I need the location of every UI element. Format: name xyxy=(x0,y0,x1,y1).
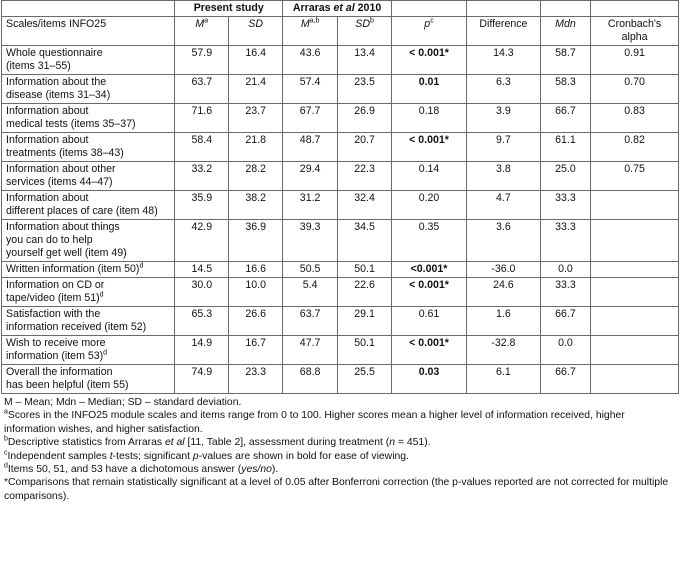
cell-p: 0.03 xyxy=(392,365,467,394)
arraras-etal: et al xyxy=(333,2,355,14)
note-c-end: -values are shown in bold for ease of viewing. xyxy=(198,450,409,462)
row-label-text: has been helpful (item 55) xyxy=(6,379,129,391)
col-p-text: p xyxy=(424,18,431,30)
row-label-line xyxy=(6,176,170,189)
row-label-text: information (item 53) xyxy=(6,350,104,362)
table-row xyxy=(2,336,679,365)
row-label-line xyxy=(6,89,170,102)
row-label-sup: d xyxy=(103,349,108,357)
cell-diff: 3.9 xyxy=(466,104,540,133)
table-row xyxy=(2,278,679,307)
header-group-row xyxy=(2,1,679,17)
cell-alpha xyxy=(591,307,679,336)
header-column-row xyxy=(2,17,679,46)
note-star: *Comparisons that remain statistically significant at a level of 0.05 after Bonferroni correction (the p-values reported are not corrected for multiple comparisons). xyxy=(4,477,669,502)
col-sd-header: SD xyxy=(229,17,283,46)
row-label-line xyxy=(6,205,170,218)
cell-m2: 43.6 xyxy=(283,46,338,75)
row-label xyxy=(2,307,175,336)
table-row xyxy=(2,75,679,104)
cell-mdn: 61.1 xyxy=(540,133,590,162)
row-label-text: you can do to help xyxy=(6,234,93,246)
cell-m2: 47.7 xyxy=(283,336,338,365)
note-c-p: p xyxy=(192,450,199,462)
cell-m: 30.0 xyxy=(175,278,229,307)
note-d-end: ). xyxy=(271,464,279,476)
cell-p: <0.001* xyxy=(392,262,467,278)
row-label-line xyxy=(6,134,170,147)
note-b-post: [11, Table 2], assessment during treatment ( xyxy=(184,437,390,449)
note-c-pre: Independent samples xyxy=(7,450,110,462)
cell-sd: 36.9 xyxy=(229,220,283,262)
row-label-line xyxy=(6,47,170,60)
table-notes xyxy=(0,394,680,503)
note-c-mid: -tests; significant xyxy=(112,450,193,462)
cell-sd2: 50.1 xyxy=(338,336,392,365)
cell-m: 63.7 xyxy=(175,75,229,104)
cell-mdn: 66.7 xyxy=(540,104,590,133)
row-label-line xyxy=(6,308,170,321)
cell-p: < 0.001* xyxy=(392,336,467,365)
col-sd2-sup: b xyxy=(369,17,374,25)
cell-sd2: 34.5 xyxy=(338,220,392,262)
row-label xyxy=(2,262,175,278)
cell-m2: 68.8 xyxy=(283,365,338,394)
row-label-text: Overall the information xyxy=(6,366,113,378)
arraras-text: Arraras xyxy=(292,2,334,14)
table-row xyxy=(2,307,679,336)
table-row xyxy=(2,365,679,394)
row-label-line xyxy=(6,192,170,205)
cell-sd2: 32.4 xyxy=(338,191,392,220)
col-diff-header: Difference xyxy=(466,17,540,46)
col-alpha-header: Cronbach's alpha xyxy=(591,17,679,46)
col-m2-text: M xyxy=(300,18,310,30)
row-label xyxy=(2,133,175,162)
note-d-yesno: yes/no xyxy=(241,464,272,476)
row-label-text: Information about things xyxy=(6,221,120,233)
cell-p: 0.61 xyxy=(392,307,467,336)
note-d-pre: Items 50, 51, and 53 have a dichotomous answer ( xyxy=(7,464,242,476)
row-label-text: yourself get well (item 49) xyxy=(6,247,127,259)
cell-sd2: 50.1 xyxy=(338,262,392,278)
row-label-sup: d xyxy=(139,262,144,270)
row-label-text: disease (items 31–34) xyxy=(6,89,111,101)
note-c-t: t xyxy=(109,450,113,462)
row-label-line xyxy=(6,366,170,379)
table-row xyxy=(2,133,679,162)
row-label-line xyxy=(6,105,170,118)
cell-alpha: 0.75 xyxy=(591,162,679,191)
cell-p: < 0.001* xyxy=(392,46,467,75)
row-label-text: Information about the xyxy=(6,76,107,88)
cell-alpha xyxy=(591,278,679,307)
cell-sd2: 22.3 xyxy=(338,162,392,191)
row-label-line xyxy=(6,118,170,131)
cell-mdn: 0.0 xyxy=(540,336,590,365)
header-present-study: Present study xyxy=(175,1,283,17)
header-arraras xyxy=(283,1,392,17)
arraras-year: 2010 xyxy=(354,2,382,14)
row-label xyxy=(2,191,175,220)
cell-m: 14.9 xyxy=(175,336,229,365)
row-label xyxy=(2,104,175,133)
cell-sd: 23.3 xyxy=(229,365,283,394)
cell-sd2: 26.9 xyxy=(338,104,392,133)
header-blank xyxy=(2,1,175,17)
cell-diff: 3.6 xyxy=(466,220,540,262)
cell-diff: -32.8 xyxy=(466,336,540,365)
cell-p: < 0.001* xyxy=(392,278,467,307)
cell-p: 0.01 xyxy=(392,75,467,104)
cell-mdn: 58.3 xyxy=(540,75,590,104)
cell-sd2: 22.6 xyxy=(338,278,392,307)
row-label-line xyxy=(6,147,170,160)
cell-diff: 1.6 xyxy=(466,307,540,336)
row-label-line xyxy=(6,234,170,247)
table-row xyxy=(2,262,679,278)
header-blank xyxy=(466,1,540,17)
note-b: $^b$Descriptive statistics from Arraras et al [11, Table 2], assessment during treatment (n = 451). xyxy=(4,435,431,449)
row-label-line xyxy=(6,279,170,292)
cell-p: 0.18 xyxy=(392,104,467,133)
row-label xyxy=(2,278,175,307)
row-label-line xyxy=(6,263,170,276)
row-label-sup: d xyxy=(99,291,104,299)
cell-mdn: 66.7 xyxy=(540,365,590,394)
row-label-line xyxy=(6,292,170,305)
col-p-header xyxy=(392,17,467,46)
cell-diff: 14.3 xyxy=(466,46,540,75)
note-d: $^d$Items 50, 51, and 53 have a dichotomous answer (yes/no). xyxy=(4,462,279,476)
col-m-header xyxy=(175,17,229,46)
row-label-text: medical tests (items 35–37) xyxy=(6,118,136,130)
cell-diff: 6.1 xyxy=(466,365,540,394)
cell-p: 0.14 xyxy=(392,162,467,191)
row-label-line xyxy=(6,163,170,176)
cell-sd: 10.0 xyxy=(229,278,283,307)
row-label-line xyxy=(6,379,170,392)
cell-sd2: 20.7 xyxy=(338,133,392,162)
col-sd2-text: SD xyxy=(355,18,370,30)
cell-mdn: 0.0 xyxy=(540,262,590,278)
cell-diff: 3.8 xyxy=(466,162,540,191)
cell-sd2: 29.1 xyxy=(338,307,392,336)
cell-sd2: 13.4 xyxy=(338,46,392,75)
cell-diff: -36.0 xyxy=(466,262,540,278)
cell-m: 65.3 xyxy=(175,307,229,336)
row-label-line xyxy=(6,337,170,350)
cell-alpha xyxy=(591,336,679,365)
table-row xyxy=(2,162,679,191)
cell-m2: 5.4 xyxy=(283,278,338,307)
cell-m: 58.4 xyxy=(175,133,229,162)
cell-alpha: 0.82 xyxy=(591,133,679,162)
note-abbrev: M – Mean; Mdn – Median; SD – standard deviation. xyxy=(4,397,242,408)
row-label-text: (items 31–55) xyxy=(6,60,71,72)
row-label xyxy=(2,336,175,365)
cell-m2: 57.4 xyxy=(283,75,338,104)
info25-table xyxy=(1,0,679,394)
header-blank xyxy=(392,1,467,17)
cell-alpha: 0.91 xyxy=(591,46,679,75)
col-label-header: Scales/items INFO25 xyxy=(2,17,175,46)
cell-diff: 9.7 xyxy=(466,133,540,162)
cell-m: 74.9 xyxy=(175,365,229,394)
row-label-line xyxy=(6,221,170,234)
table-row xyxy=(2,104,679,133)
note-c: $^c$Independent samples t-tests; significant p-values are shown in bold for ease of viewing. xyxy=(4,449,409,462)
cell-sd: 21.8 xyxy=(229,133,283,162)
cell-m: 57.9 xyxy=(175,46,229,75)
row-label-text: Information on CD or xyxy=(6,279,105,291)
row-label xyxy=(2,46,175,75)
row-label-text: information received (item 52) xyxy=(6,321,147,333)
row-label-text: tape/video (item 51) xyxy=(6,292,100,304)
row-label-line xyxy=(6,350,170,363)
row-label-text: treatments (items 38–43) xyxy=(6,147,124,159)
cell-p: 0.35 xyxy=(392,220,467,262)
cell-mdn: 66.7 xyxy=(540,307,590,336)
row-label-text: Satisfaction with the xyxy=(6,308,101,320)
cell-m2: 50.5 xyxy=(283,262,338,278)
cell-sd: 16.4 xyxy=(229,46,283,75)
cell-alpha: 0.70 xyxy=(591,75,679,104)
col-p-sup: c xyxy=(430,17,434,25)
note-b-pre: Descriptive statistics from Arraras xyxy=(7,437,165,449)
cell-mdn: 33.3 xyxy=(540,191,590,220)
cell-diff: 4.7 xyxy=(466,191,540,220)
row-label xyxy=(2,220,175,262)
cell-sd2: 23.5 xyxy=(338,75,392,104)
cell-sd2: 25.5 xyxy=(338,365,392,394)
cell-alpha xyxy=(591,191,679,220)
cell-sd: 16.6 xyxy=(229,262,283,278)
col-mdn-header: Mdn xyxy=(540,17,590,46)
row-label-text: Information about xyxy=(6,192,89,204)
cell-m2: 39.3 xyxy=(283,220,338,262)
cell-alpha xyxy=(591,365,679,394)
cell-m2: 48.7 xyxy=(283,133,338,162)
cell-alpha xyxy=(591,262,679,278)
cell-mdn: 58.7 xyxy=(540,46,590,75)
cell-sd: 16.7 xyxy=(229,336,283,365)
row-label xyxy=(2,162,175,191)
row-label-text: Information about xyxy=(6,105,89,117)
cell-diff: 6.3 xyxy=(466,75,540,104)
row-label-text: Information about xyxy=(6,134,89,146)
table-row xyxy=(2,191,679,220)
col-m-text: M xyxy=(195,18,205,30)
note-b-etal: et al xyxy=(164,437,185,449)
table-body xyxy=(2,46,679,394)
row-label-text: Whole questionnaire xyxy=(6,47,103,59)
row-label xyxy=(2,75,175,104)
cell-mdn: 33.3 xyxy=(540,278,590,307)
row-label-line xyxy=(6,60,170,73)
row-label-line xyxy=(6,247,170,260)
row-label-text: services (items 44–47) xyxy=(6,176,113,188)
note-b-n: n xyxy=(389,437,396,449)
cell-m: 14.5 xyxy=(175,262,229,278)
table-row xyxy=(2,46,679,75)
row-label-text: Information about other xyxy=(6,163,116,175)
note-b-end: = 451). xyxy=(395,437,431,449)
cell-m: 42.9 xyxy=(175,220,229,262)
row-label xyxy=(2,365,175,394)
header-blank xyxy=(591,1,679,17)
cell-sd: 28.2 xyxy=(229,162,283,191)
col-m-sup: a xyxy=(204,17,209,25)
row-label-line xyxy=(6,321,170,334)
cell-p: 0.20 xyxy=(392,191,467,220)
cell-mdn: 25.0 xyxy=(540,162,590,191)
cell-sd: 38.2 xyxy=(229,191,283,220)
cell-m: 35.9 xyxy=(175,191,229,220)
col-m2-header xyxy=(283,17,338,46)
col-m2-sup: a,b xyxy=(309,17,320,25)
cell-sd: 21.4 xyxy=(229,75,283,104)
cell-sd: 26.6 xyxy=(229,307,283,336)
header-blank xyxy=(540,1,590,17)
cell-m: 71.6 xyxy=(175,104,229,133)
cell-diff: 24.6 xyxy=(466,278,540,307)
row-label-text: different places of care (item 48) xyxy=(6,205,158,217)
note-a-text: Scores in the INFO25 module scales and items range from 0 to 100. Higher scores mean a higher level of information received, higher information wishes, and higher satisfaction. xyxy=(4,410,625,435)
cell-m2: 29.4 xyxy=(283,162,338,191)
row-label-line xyxy=(6,76,170,89)
cell-mdn: 33.3 xyxy=(540,220,590,262)
cell-m2: 63.7 xyxy=(283,307,338,336)
row-label-text: Wish to receive more xyxy=(6,337,106,349)
cell-alpha: 0.83 xyxy=(591,104,679,133)
cell-p: < 0.001* xyxy=(392,133,467,162)
cell-m2: 31.2 xyxy=(283,191,338,220)
note-a: $^a$Scores in the INFO25 module scales and items range from 0 to 100. Higher scores mean a higher level of information received, higher information wishes, and higher satisfaction. xyxy=(4,408,625,435)
table-row xyxy=(2,220,679,262)
col-sd2-header xyxy=(338,17,392,46)
cell-alpha xyxy=(591,220,679,262)
cell-m: 33.2 xyxy=(175,162,229,191)
cell-m2: 67.7 xyxy=(283,104,338,133)
row-label-text: Written information (item 50) xyxy=(6,263,140,275)
cell-sd: 23.7 xyxy=(229,104,283,133)
